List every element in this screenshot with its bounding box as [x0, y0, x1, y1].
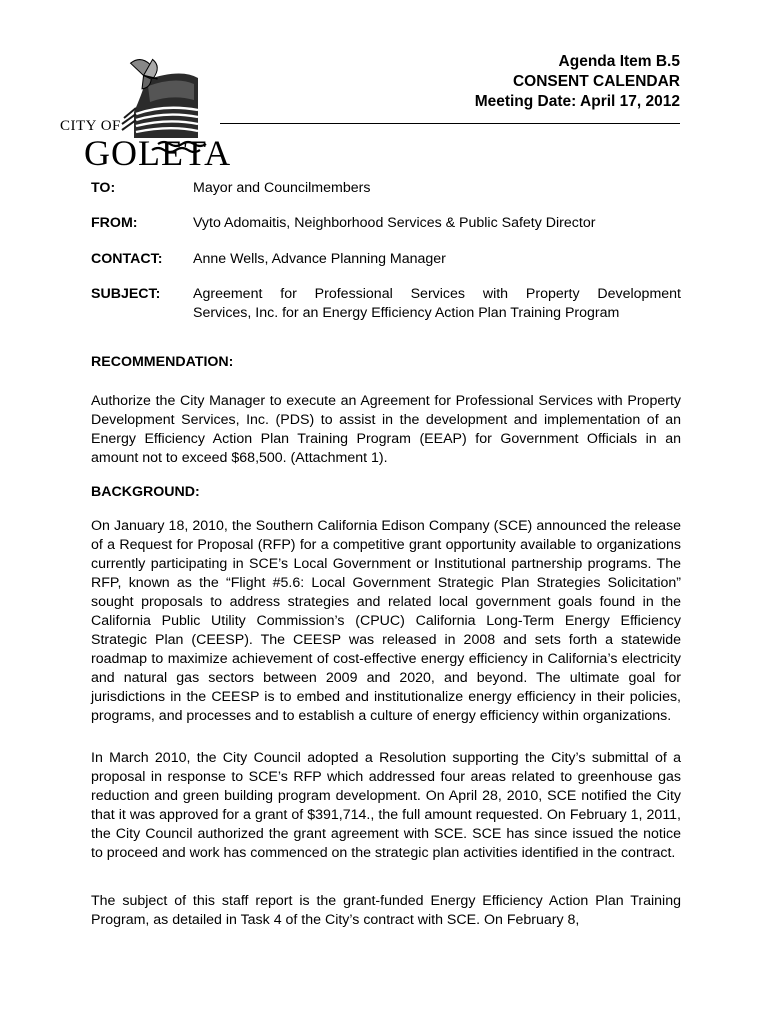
logo-city-of: CITY OF — [60, 118, 121, 134]
recommendation-text: Authorize the City Manager to execute an Agreement for Professional Services with Property Development Services, Inc. (PDS) to assist in the development and implementation of an Energy Efficiency Action Plan Training Program (EEAP) for Government Officials in an amount not to exceed $68,500. (Attachment 1). — [91, 393, 681, 466]
background-paragraph-1: On January 18, 2010, the Southern California Edison Company (SCE) announced the release of a Request for Proposal (RFP) for a competitive grant opportunity available to organizations currently participating in SCE’s Local Government or Institutional partnership programs. The RFP, known as the “Flight #5.6: Local Government Strategic Plan Strategies Solicitation” sought proposals to address strategies and related local government goals found in the California Public Utility Commission’s (CPUC) California Long-Term Energy Efficiency Strategic Plan (CEESP). The CEESP was released in 2008 and sets forth a statewide roadmap to maximize achievement of cost-effective energy efficiency in California’s electricity and natural gas sectors between 2009 and 2020, and beyond. The ultimate goal for jurisdictions in the CEESP is to embed and institutionalize energy efficiency in their policies, programs, and processes and to establish a culture of energy efficiency within organizations. — [91, 518, 681, 724]
recommendation-section — [91, 353, 681, 372]
to-value: Mayor and Councilmembers — [193, 180, 371, 196]
subject-line-2: Services, Inc. for an Energy Efficiency Action Plan Training Program — [193, 305, 620, 321]
subject-value — [193, 285, 681, 323]
contact-value: Anne Wells, Advance Planning Manager — [193, 251, 446, 267]
contact-label: CONTACT: — [91, 251, 163, 267]
city-logo — [58, 50, 233, 175]
background-paragraph-2: In March 2010, the City Council adopted a Resolution supporting the City’s submittal of a proposal in response to SCE’s RFP which addressed four areas related to greenhouse gas reduction and green building program development. On April 28, 2010, SCE notified the City that it was approved for a grant of $391,714., the full amount requested. On February 1, 2011, the City Council authorized the grant agreement with SCE. SCE has since issued the notice to proceed and work has commenced on the strategic plan activities identified in the contract. — [91, 750, 681, 861]
background-paragraph-3: The subject of this staff report is the grant-funded Energy Efficiency Action Plan Training Program, as detailed in Task 4 of the City’s contract with SCE. On February 8, — [91, 893, 681, 928]
from-value: Vyto Adomaitis, Neighborhood Services & Public Safety Director — [193, 215, 596, 231]
recommendation-heading: RECOMMENDATION: — [91, 354, 234, 370]
background-heading: BACKGROUND: — [91, 484, 200, 500]
from-label: FROM: — [91, 215, 138, 231]
agenda-item: Agenda Item B.5 — [558, 53, 680, 70]
consent-calendar: CONSENT CALENDAR — [512, 73, 680, 90]
logo-city-name: GOLETA — [84, 133, 232, 173]
subject-line-1: Agreement for Professional Services with Property Development — [193, 286, 681, 302]
subject-label: SUBJECT: — [91, 286, 161, 302]
to-label: TO: — [91, 180, 116, 196]
meeting-date: Meeting Date: April 17, 2012 — [474, 93, 680, 110]
header-rule — [220, 123, 680, 124]
agenda-header — [475, 52, 680, 112]
background-section — [91, 483, 681, 502]
